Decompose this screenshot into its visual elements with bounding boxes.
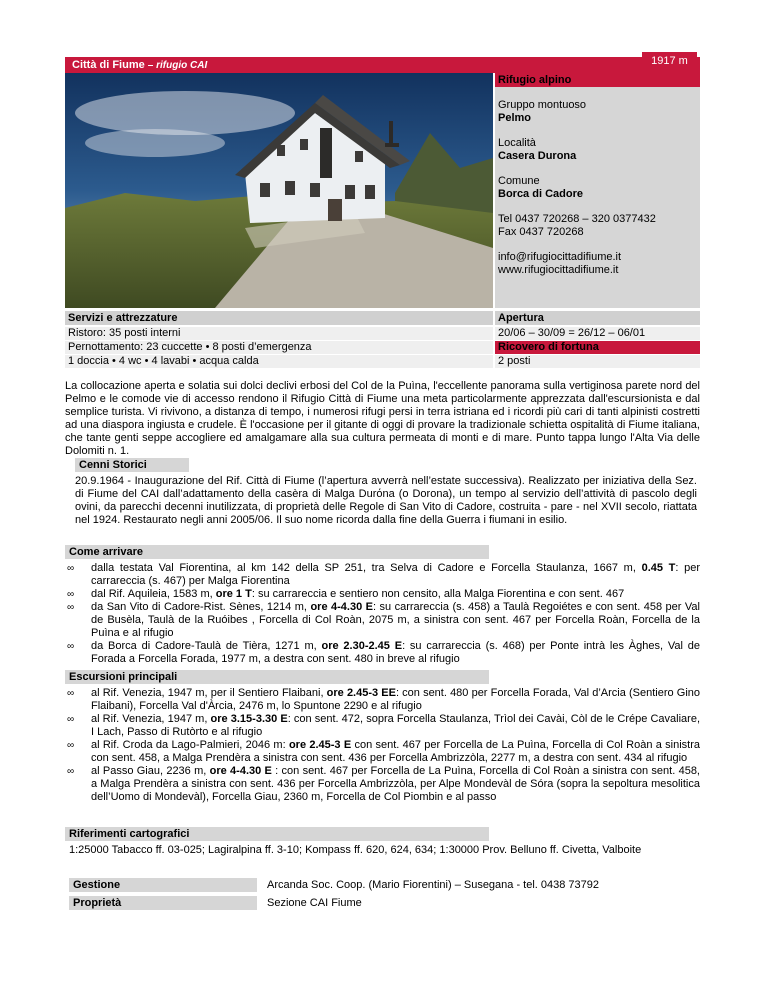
item-time: ore 3.15-3.30 E	[210, 713, 288, 725]
opening-section	[495, 311, 700, 369]
ownership-value: Sezione CAI Fiume	[267, 897, 362, 909]
list-item	[65, 765, 700, 804]
group-value: Pelmo	[498, 112, 532, 124]
excursions-section	[65, 670, 700, 804]
list-item	[65, 562, 700, 588]
services-section	[65, 311, 493, 369]
excursions-list	[65, 687, 700, 804]
bullet-icon: ∞	[67, 688, 75, 699]
opening-value: 20/06 – 30/09 = 26/12 – 06/01	[495, 327, 700, 340]
list-item	[65, 588, 700, 601]
item-text: : su carrareccia e sentiero non censito, alla Malga Fiorentina e con sent. 467	[251, 588, 625, 600]
group-label: Gruppo montuoso	[498, 99, 587, 111]
item-time: ore 4-4.30 E	[310, 601, 373, 613]
item-text: al Rif. Venezia, 1947 m, per il Sentiero Flaibani,	[91, 687, 327, 699]
item-text: al Passo Giau, 2236 m,	[91, 765, 210, 777]
item-time: ore 1 T	[215, 588, 252, 600]
services-row: Ristoro: 35 posti interni	[65, 327, 493, 340]
bullet-icon: ∞	[67, 766, 75, 777]
management-label-wrap	[69, 878, 259, 892]
locality-label: Località	[498, 137, 536, 149]
item-time: ore 2.45-3 E	[288, 739, 352, 751]
website-link[interactable]: www.rifugiocittadifiume.it	[498, 264, 619, 276]
access-section	[65, 545, 700, 666]
fax: Fax 0437 720268	[498, 226, 584, 238]
item-text: dalla testata Val Fiorentina, al km 142 della SP 251, tra Selva di Cadore e Forcella Staulanza, 1667 m,	[91, 562, 642, 574]
item-text: : con sent. 480 per Forcella Forada, Val d’Arcia (Sentiero Gino Flaibani), Forcella Val d'Àrcia, 2476 m, lo Spuntone 2290 e al rifugio	[91, 687, 701, 712]
bullet-icon: ∞	[67, 589, 75, 600]
shelter-heading: Ricovero di fortuna	[495, 341, 700, 354]
services-heading: Servizi e attrezzature	[65, 311, 493, 325]
item-text: : su carrareccia (s. 468) per Ponte intrà les Àghes, Val de Forada a Forcella Forada, 1977 m, a destra con sent. 480 in breve al rifugio	[91, 640, 700, 665]
page-title	[72, 59, 207, 71]
hut-name: Città di Fiume	[72, 59, 145, 71]
category-band: Rifugio alpino	[495, 73, 700, 87]
maps-heading: Riferimenti cartografici	[65, 827, 489, 841]
access-list	[65, 562, 700, 666]
services-row: 1 doccia • 4 wc • 4 lavabi • acqua calda	[65, 355, 493, 368]
email-link[interactable]: info@rifugiocittadifiume.it	[498, 251, 622, 263]
list-item	[65, 601, 700, 640]
history-text: 20.9.1964 - Inaugurazione del Rif. Città di Fiume (l’apertura avverrà nell’estate successiva). Realizzato per iniziativa della Sez. di Fiume del CAI dall’adattamento della casèra di Malga Durόna (o Dorona), un tempo al servizio dell’attività di pascolo degli ovini, da parecchi decenni inutilizzata, di proprietà delle Regole di San Vito di Cadore, costruita - pare - nel XVII secolo, riattata nel 1924. Restaurato negli anni 2005/06. Il suo nome ricorda dalla fine della Guerra i fiumani in esilio.	[75, 475, 697, 526]
shelter-value: 2 posti	[495, 355, 700, 368]
comune-block	[495, 172, 700, 201]
ownership-label-wrap	[69, 896, 259, 910]
maps-section	[65, 827, 700, 857]
item-time: ore 2.45-3 EE	[326, 687, 396, 699]
excursions-heading: Escursioni principali	[65, 670, 489, 684]
item-time: 0.45 T	[641, 562, 676, 574]
services-row: Pernottamento: 23 cuccette • 8 posti d’emergenza	[65, 341, 493, 354]
list-item	[65, 640, 700, 666]
item-time: ore 4-4.30 E	[209, 765, 272, 777]
item-text: da San Vito di Cadore-Rist. Sènes, 1214 m,	[91, 601, 311, 613]
item-text: al Rif. Venezia, 1947 m,	[91, 713, 211, 725]
bullet-icon: ∞	[67, 740, 75, 751]
ownership-label: Proprietà	[69, 896, 257, 910]
info-panel	[495, 73, 700, 308]
hut-photo	[65, 73, 493, 308]
contact-block	[495, 210, 700, 239]
comune-label: Comune	[498, 175, 540, 187]
maps-text: 1:25000 Tabacco ff. 03-025; Lagiralpina ff. 3-10; Kompass ff. 620, 624, 634; 1:30000 Prov. Belluno ff. Civetta, Valboite	[69, 844, 642, 856]
comune-value: Borca di Cadore	[498, 188, 583, 200]
bullet-icon: ∞	[67, 602, 75, 613]
item-text: al Rif. Croda da Lago-Palmieri, 2046 m:	[91, 739, 289, 751]
item-time: ore 2.30-2.45 E	[321, 640, 403, 652]
item-text: dal Rif. Aquileia, 1583 m,	[91, 588, 216, 600]
bullet-icon: ∞	[67, 563, 75, 574]
locality-block	[495, 134, 700, 163]
hut-subtitle: – rifugio CAI	[147, 60, 208, 71]
access-heading: Come arrivare	[65, 545, 489, 559]
item-text: con sent. 467 per Forcella de La Puìna, Forcella di Col Roàn a sinistra con sent. 458, a Malga Prendèra a sinistra con sent. 436 per Forcella Ambrizzòla, 2277 m, a destra con sent. 434 al rifugio	[91, 739, 700, 764]
web-block	[495, 248, 700, 277]
list-item	[65, 713, 700, 739]
item-text: : con sent. 467 per Forcella de La Puìna, Forcella di Col Roàn a sinistra con sent. 458, a Malga Prendèra a sinistra con sent. 436 per Forcella Ambrizzòla, per Alpe Mondevàl de Sóra (sopra la sepoltura mesolitica dell’Uomo di Mondevàl), Forcella Giau, 2360 m, Forcella de Col Piombin e al passo	[91, 765, 700, 803]
item-text: : per carrareccia (s. 467) per Malga Fiorentina	[91, 562, 700, 587]
management-value: Arcanda Soc. Coop. (Mario Fiorentini) – Susegana - tel. 0438 73792	[267, 879, 600, 891]
item-text: da Borca di Cadore-Taulà de Tièra, 1271 m,	[91, 640, 322, 652]
opening-heading: Apertura	[495, 311, 700, 325]
list-item	[65, 739, 700, 765]
list-item	[65, 687, 700, 713]
management-label: Gestione	[69, 878, 257, 892]
item-text: : su carrareccia (s. 458) a Taulà Regoiétes e con sent. 458 per Val de Busèla, Taulà de la Ruóibes , Forcella di Col Roàn, 2075 m, a sinistra con sent. 467 per Forcella Roàn, Forcella de la Puìna e al rifugio	[91, 601, 700, 639]
group-block	[495, 96, 700, 125]
history-heading: Cenni Storici	[75, 458, 189, 472]
item-text: : con sent. 472, sopra Forcella Staulanza, Trìol dei Cavài, Còl de le Crépe Cavaliare, I Lach, Passo di Rutòrto e al rifugio	[91, 713, 700, 738]
bullet-icon: ∞	[67, 641, 75, 652]
bullet-icon: ∞	[67, 714, 75, 725]
phone: Tel 0437 720268 – 320 0377432	[498, 213, 656, 225]
intro-paragraph: La collocazione aperta e solatia sui dolci declivi erbosi del Col de la Puìna, l'eccellente panorama sulla vertiginosa parete nord del Pelmo e le comode vie di accesso rendono il Rifugio Città di Fiume una meta particolarmente apprezzata dall'escursionista e dal semplice turista. Vi rivivono, a distanza di tempo, i numerosi rifugi persi in terra istriana ed i ricordi più cari di tanti alpinisti costretti ad una diaspora ingiusta e crudele. È l'occasione per il gitante di oggi di provare la tradizionale schietta ospitalità di Fiume italiana, che tante genti seppe accogliere ed amalgamare alla sua cultura permeata di monti e di mare. Punto tappa lungo l'Alta Via delle Dolomiti n. 1.	[65, 380, 700, 457]
altitude-badge: 1917 m	[642, 52, 697, 71]
history-section	[75, 458, 697, 527]
locality-value: Casera Durona	[498, 150, 577, 162]
